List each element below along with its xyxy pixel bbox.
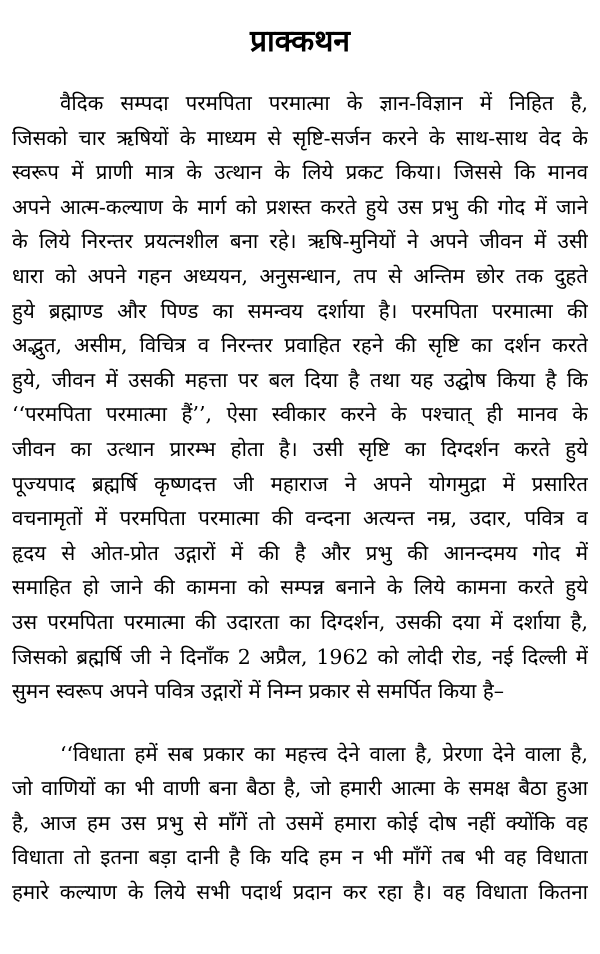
text-line: ‘‘परमपिता परमात्मा हैं’’, ऐसा स्वीकार करने के पश्चात् ही मानव के xyxy=(12,402,588,427)
text-line: अपने आत्म-कल्याण के मार्ग को प्रशस्त करते हुये उस प्रभु की गोद में जाने xyxy=(12,194,588,219)
text-line: धारा को अपने गहन अध्ययन, अनुसन्धान, तप से अन्तिम छोर तक दुहते xyxy=(12,263,588,288)
text-line: जिसको ब्रह्मर्षि जी ने दिनाँक 2 अप्रैल, 1962 को लोदी रोड, नई दिल्ली में xyxy=(12,644,588,669)
text-line: जीवन का उत्थान प्रारम्भ होता है। उसी सृष्टि का दिग्दर्शन करते हुये xyxy=(12,436,588,461)
text-line: स्वरूप में प्राणी मात्र के उत्थान के लिये प्रकट किया। जिससे कि मानव xyxy=(12,160,588,185)
paragraph-quote xyxy=(12,737,588,910)
text-line: अद्भुत, असीम, विचित्र व निरन्तर प्रवाहित रहने की सृष्टि का दर्शन करते xyxy=(12,333,588,358)
text-line: जिसको चार ऋषियों के माध्यम से सृष्टि-सर्जन करने के साथ-साथ वेद के xyxy=(12,125,588,150)
text-line: सुमन स्वरूप अपने पवित्र उद्गारों में निम्न प्रकार से समर्पित किया है– xyxy=(12,679,504,704)
paragraph-gap xyxy=(12,709,588,737)
text-line: विधाता तो इतना बड़ा दानी है कि यदि हम न भी माँगें तब भी वह विधाता xyxy=(12,845,588,870)
page-title: प्राक्कथन xyxy=(249,24,351,59)
text-line: जो वाणियों का भी वाणी बना बैठा है, जो हमारी आत्मा के समक्ष बैठा हुआ xyxy=(12,776,588,801)
text-line: हृदय से ओत-प्रोत उद्गारों में की है और प्रभु की आनन्दमय गोद में xyxy=(12,540,588,565)
text-line: ‘‘विधाता हमें सब प्रकार का महत्त्व देने वाला है, प्रेरणा देने वाला है, xyxy=(60,741,588,766)
paragraph-intro xyxy=(12,86,588,709)
text-line: हमारे कल्याण के लिये सभी पदार्थ प्रदान कर रहा है। वह विधाता कितना xyxy=(12,880,588,905)
text-line: समाहित हो जाने की कामना को सम्पन्न बनाने के लिये कामना करते हुये xyxy=(12,575,588,600)
text-line: हुये, जीवन में उसकी महत्ता पर बल दिया है तथा यह उद्घोष किया है कि xyxy=(12,367,588,392)
text-line: है, आज हम उस प्रभु से माँगें तो उसमें हमारा कोई दोष नहीं क्योंकि वह xyxy=(12,810,588,835)
text-line: हुये ब्रह्माण्ड और पिण्ड का समन्वय दर्शाया है। परमपिता परमात्मा की xyxy=(12,298,588,323)
text-line: वचनामृतों में परमपिता परमात्मा की वन्दना अत्यन्त नम्र, उदार, पवित्र व xyxy=(12,506,588,531)
text-line: के लिये निरन्तर प्रयत्नशील बना रहे। ऋषि-मुनियों ने अपने जीवन में उसी xyxy=(12,229,588,254)
text-line: वैदिक सम्पदा परमपिता परमात्मा के ज्ञान-विज्ञान में निहित है, xyxy=(60,91,588,115)
text-line: पूज्यपाद ब्रह्मर्षि कृष्णदत्त जी महाराज ने अपने योगमुद्रा में प्रसारित xyxy=(12,471,588,496)
text-line: उस परमपिता परमात्मा की उदारता का दिग्दर्शन, उसकी दया में दर्शाया है, xyxy=(12,609,588,634)
